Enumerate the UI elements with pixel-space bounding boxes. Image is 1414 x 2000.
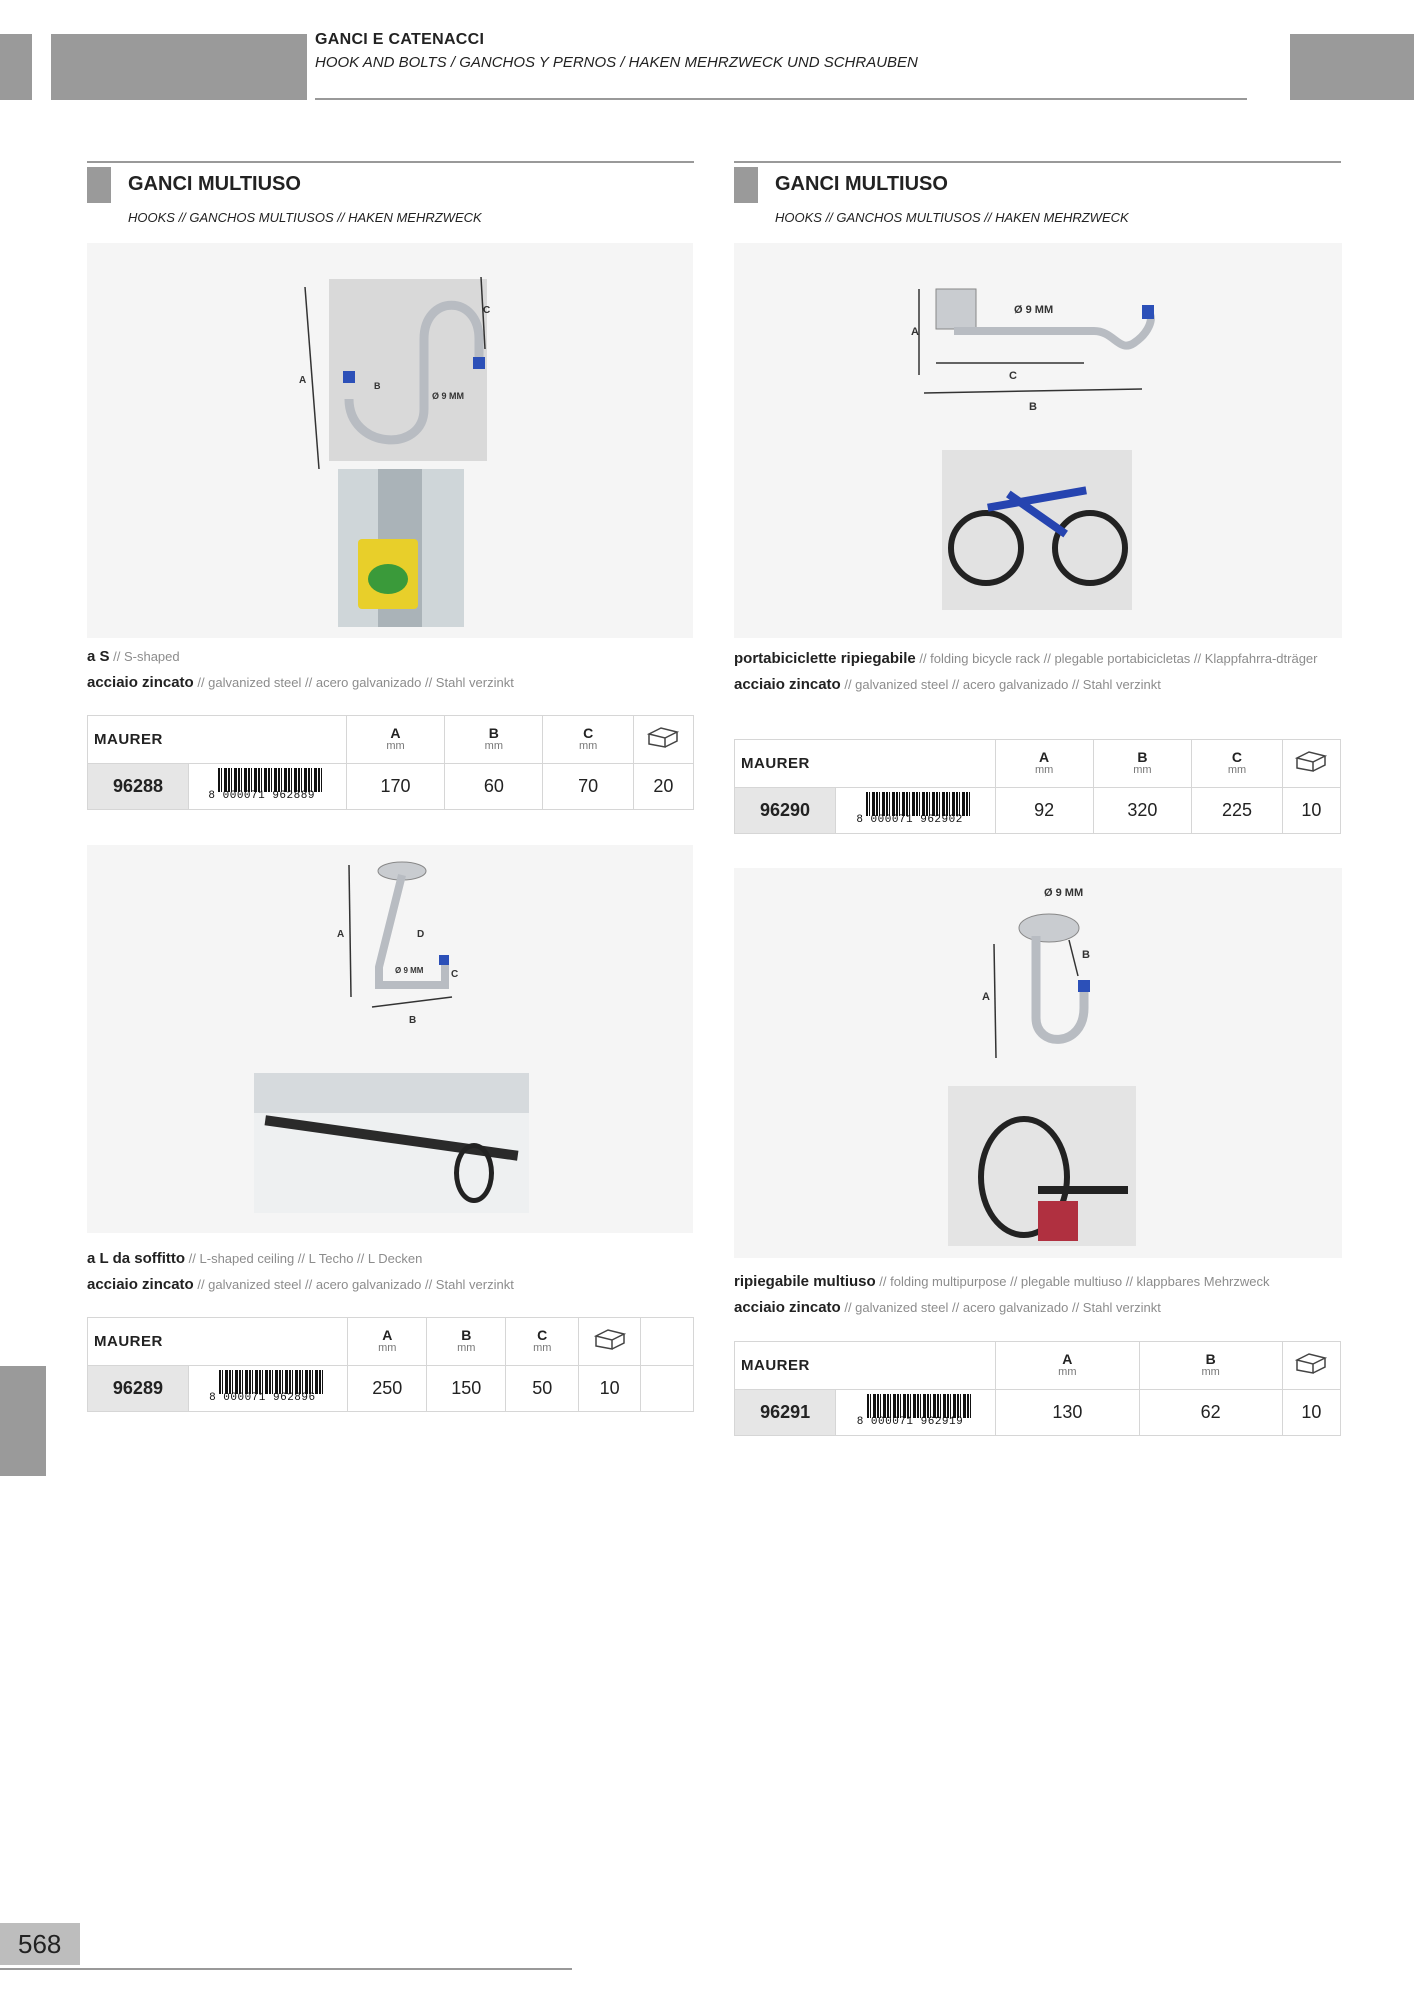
svg-text:A: A: [911, 326, 919, 338]
product-material: acciaio zincato: [734, 1299, 841, 1316]
value-b: 150: [427, 1366, 506, 1412]
value-a: 250: [348, 1366, 427, 1412]
product-name: a L da soffitto: [87, 1250, 186, 1267]
section-rule-left: [87, 161, 694, 163]
spec-table-96289: [87, 1317, 694, 1412]
value-a: 130: [996, 1390, 1139, 1436]
product-name: ripiegabile multiuso: [734, 1273, 876, 1290]
product-name-alt: // L-shaped ceiling // L Techo // L Decken: [185, 1251, 423, 1266]
product-code: 96291: [735, 1390, 836, 1436]
svg-text:C: C: [451, 969, 459, 980]
barcode-number: 8 000071 962902: [856, 814, 963, 826]
barcode: [836, 1390, 996, 1436]
svg-text:C: C: [483, 305, 491, 316]
section-rule-right: [734, 161, 1341, 163]
l-hook-usage-photo: [254, 1073, 529, 1213]
value-a: 170: [346, 764, 445, 810]
page-number: 568: [18, 1929, 62, 1959]
svg-text:C: C: [1009, 370, 1017, 382]
svg-text:B: B: [374, 381, 381, 391]
spec-table-96290: [734, 739, 1341, 834]
column-a: A: [382, 1326, 393, 1343]
product-name-alt: // folding bicycle rack // plegable portabicicletas // Klappfahrra-dträger: [915, 651, 1318, 666]
column-c: C: [1231, 748, 1243, 765]
product-photo-bike-rack: [734, 243, 1342, 638]
header-grey-block: [51, 34, 307, 100]
spec-table-96291: [734, 1341, 1341, 1436]
column-unit: mm: [1034, 763, 1054, 776]
barcode: [189, 764, 347, 810]
column-b: B: [1205, 1350, 1216, 1367]
column-unit: mm: [533, 1341, 552, 1354]
product-material: acciaio zincato: [87, 1276, 194, 1293]
product-material-alt: // galvanized steel // acero galvanizado // Stahl verzinkt: [193, 675, 514, 690]
product-name-alt: // S-shaped: [109, 649, 180, 664]
svg-text:A: A: [299, 375, 307, 386]
barcode-number: 8 000071 962889: [208, 790, 315, 802]
dimension-arrow-a: [297, 283, 327, 473]
bike-rack-usage-photo: [942, 450, 1132, 610]
section-marker-right: [734, 167, 758, 203]
svg-text:A: A: [982, 991, 990, 1003]
value-b: 320: [1093, 788, 1191, 834]
barcode-icon: [857, 1392, 975, 1428]
value-a: 92: [995, 788, 1093, 834]
product-material-alt: // galvanized steel // acero galvanizado // Stahl verzinkt: [840, 1300, 1161, 1315]
barcode: [836, 788, 996, 834]
empty-cell: [641, 1318, 694, 1366]
header-right-tab: [1290, 34, 1414, 100]
box-icon: [1282, 740, 1340, 788]
side-tab: [0, 1366, 46, 1476]
product-code: 96290: [735, 788, 836, 834]
column-unit: mm: [457, 1341, 476, 1354]
column-unit: mm: [578, 739, 598, 752]
s-hook-usage-photo: [338, 469, 464, 627]
column-unit: mm: [484, 739, 503, 752]
barcode: [188, 1366, 347, 1412]
box-icon: [633, 716, 693, 764]
svg-text:Ø 9 MM: Ø 9 MM: [395, 966, 424, 975]
product-photo-s-hook: [87, 243, 693, 638]
barcode-number: 8 000071 962919: [856, 1416, 964, 1428]
column-unit: mm: [386, 739, 405, 752]
svg-text:D: D: [417, 929, 425, 940]
product-material-alt: // galvanized steel // acero galvanizado // Stahl verzinkt: [193, 1277, 514, 1292]
header-rule: [315, 98, 1247, 100]
section-title-left: GANCI MULTIUSO: [128, 173, 301, 195]
product-code: 96288: [88, 764, 189, 810]
barcode-icon: [209, 1368, 327, 1404]
product-material: acciaio zincato: [87, 674, 194, 691]
column-c: C: [537, 1326, 548, 1343]
value-b: 60: [445, 764, 543, 810]
pack-qty: 10: [579, 1366, 641, 1412]
svg-text:Ø 9 MM: Ø 9 MM: [1044, 887, 1084, 899]
product-desc-multipurpose: [734, 1273, 1334, 1316]
product-desc-l-hook: [87, 1250, 693, 1293]
product-photo-l-hook: [87, 845, 693, 1233]
svg-text:B: B: [409, 1015, 417, 1026]
column-c: C: [583, 724, 594, 741]
box-icon: [579, 1318, 641, 1366]
bike-rack-diagram: [911, 283, 1174, 413]
product-desc-s-hook: [87, 648, 693, 691]
product-code: 96289: [88, 1366, 189, 1412]
column-unit: mm: [1227, 763, 1247, 776]
column-unit: mm: [1133, 763, 1152, 776]
header-left-tab: [0, 34, 32, 100]
product-name-alt: // folding multipurpose // plegable multiuso // klappbares Mehrzweck: [875, 1274, 1270, 1289]
column-unit: mm: [1058, 1365, 1077, 1378]
pack-qty: 20: [633, 764, 693, 810]
multipurpose-usage-photo: [948, 1086, 1136, 1246]
column-a: A: [1062, 1350, 1073, 1367]
column-b: B: [461, 1326, 472, 1343]
product-material-alt: // galvanized steel // acero galvanizado // Stahl verzinkt: [840, 677, 1161, 692]
column-a: A: [1039, 748, 1050, 765]
section-subtitle-right: HOOKS // GANCHOS MULTIUSOS // HAKEN MEHRZWECK: [775, 210, 1129, 225]
multipurpose-diagram: [974, 878, 1124, 1068]
barcode-icon: [856, 790, 974, 826]
pack-qty: 10: [1282, 788, 1340, 834]
column-b: B: [488, 724, 499, 741]
l-hook-diagram: [327, 857, 507, 1042]
value-c: 225: [1192, 788, 1283, 834]
empty-cell: [641, 1366, 694, 1412]
product-desc-bike-rack: [734, 648, 1324, 696]
dimension-arrow-c: [475, 273, 495, 353]
value-c: 70: [543, 764, 633, 810]
product-name: portabiciclette ripiegabile: [734, 650, 916, 667]
diameter-label: Ø 9 MM: [432, 391, 465, 401]
brand-logo: MAURER: [88, 1318, 348, 1366]
pack-qty: 10: [1282, 1390, 1340, 1436]
product-photo-multipurpose: [734, 868, 1342, 1258]
column-unit: mm: [1201, 1365, 1220, 1378]
s-hook-diagram: [329, 279, 487, 461]
svg-text:A: A: [337, 929, 345, 940]
footer-rule: [0, 1968, 572, 1970]
section-title-right: GANCI MULTIUSO: [775, 173, 948, 195]
value-b: 62: [1139, 1390, 1282, 1436]
box-icon: [1282, 1342, 1340, 1390]
barcode-number: 8 000071 962896: [209, 1392, 316, 1404]
product-material: acciaio zincato: [734, 676, 841, 693]
header-title: GANCI E CATENACCI: [315, 31, 485, 48]
column-unit: mm: [378, 1341, 397, 1354]
svg-text:Ø 9 MM: Ø 9 MM: [1014, 304, 1054, 316]
svg-text:B: B: [1029, 401, 1037, 413]
brand-logo: MAURER: [735, 1342, 996, 1390]
section-marker-left: [87, 167, 111, 203]
spec-table-96288: [87, 715, 694, 810]
brand-logo: MAURER: [88, 716, 347, 764]
column-b: B: [1137, 748, 1148, 765]
column-a: A: [390, 724, 401, 741]
header-subtitle: HOOK AND BOLTS / GANCHOS Y PERNOS / HAKEN MEHRZWECK UND SCHRAUBEN: [315, 54, 918, 71]
value-c: 50: [506, 1366, 579, 1412]
brand-logo: MAURER: [735, 740, 996, 788]
product-name: a S: [87, 648, 110, 665]
section-subtitle-left: HOOKS // GANCHOS MULTIUSOS // HAKEN MEHRZWECK: [128, 210, 482, 225]
barcode-icon: [208, 766, 326, 802]
svg-text:B: B: [1082, 949, 1090, 961]
